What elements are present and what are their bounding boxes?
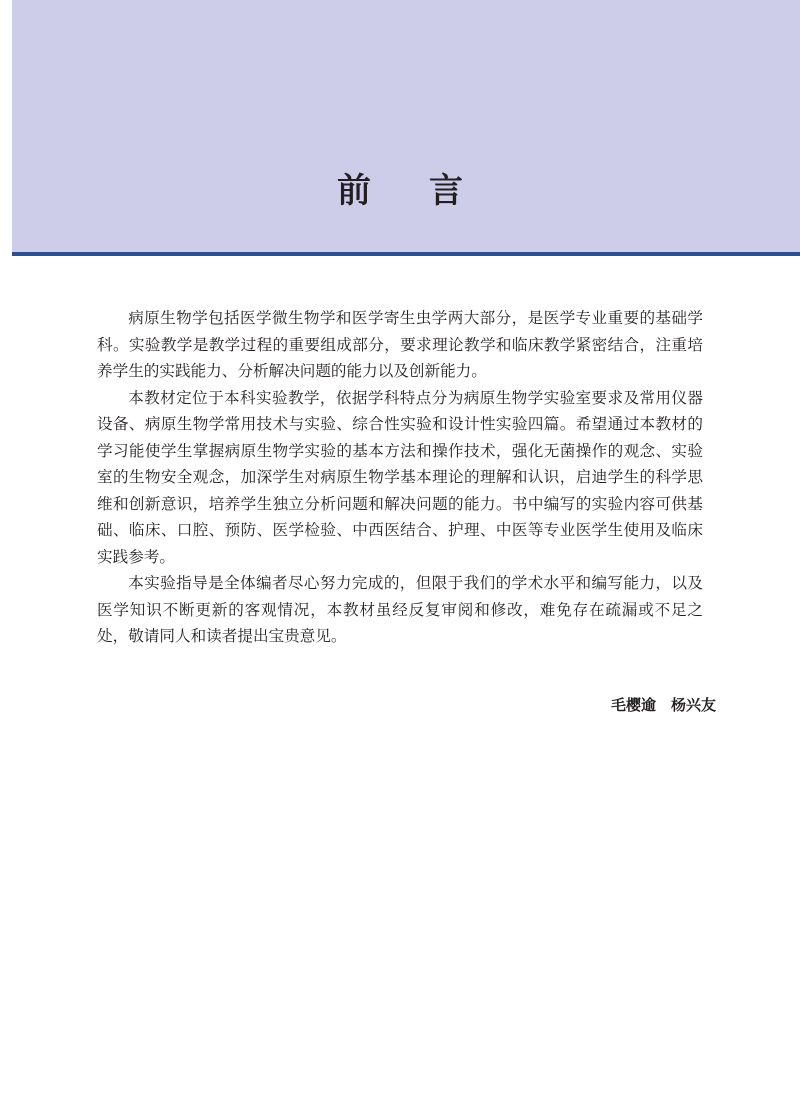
- paragraph-2: 本教材定位于本科实验教学，依据学科特点分为病原生物学实验室要求及常用仪器设备、病原生物学常用技术与实验、综合性实验和设计性实验四篇。希望通过本教材的学习能使学生掌握病原生物学实验的基本方法和操作技术，强化无菌操作的观念、实验室的生物安全观念，加深学生对病原生物学基本理论的理解和认识，启迪学生的科学思维和创新意识，培养学生独立分析问题和解决问题的能力。书中编写的实验内容可供基础、临床、口腔、预防、医学检验、中西医结合、护理、中医等专业医学生使用及临床实践参考。: [97, 388, 703, 566]
- page-title: 前言: [337, 170, 521, 211]
- preface-body: [97, 305, 703, 650]
- author-signature: 毛樱逾 杨兴友: [610, 696, 716, 714]
- header-band: [12, 0, 800, 252]
- paragraph-1: 病原生物学包括医学微生物学和医学寄生虫学两大部分，是医学专业重要的基础学科。实验教学是教学过程的重要组成部分，要求理论教学和临床教学紧密结合，注重培养学生的实践能力、分析解决问题的能力以及创新能力。: [97, 309, 703, 380]
- paragraph-3: 本实验指导是全体编者尽心努力完成的，但限于我们的学术水平和编写能力，以及医学知识不断更新的客观情况，本教材虽经反复审阅和修改，难免存在疏漏或不足之处，敬请同人和读者提出宝贵意见。: [97, 574, 703, 645]
- header-divider: [12, 252, 800, 256]
